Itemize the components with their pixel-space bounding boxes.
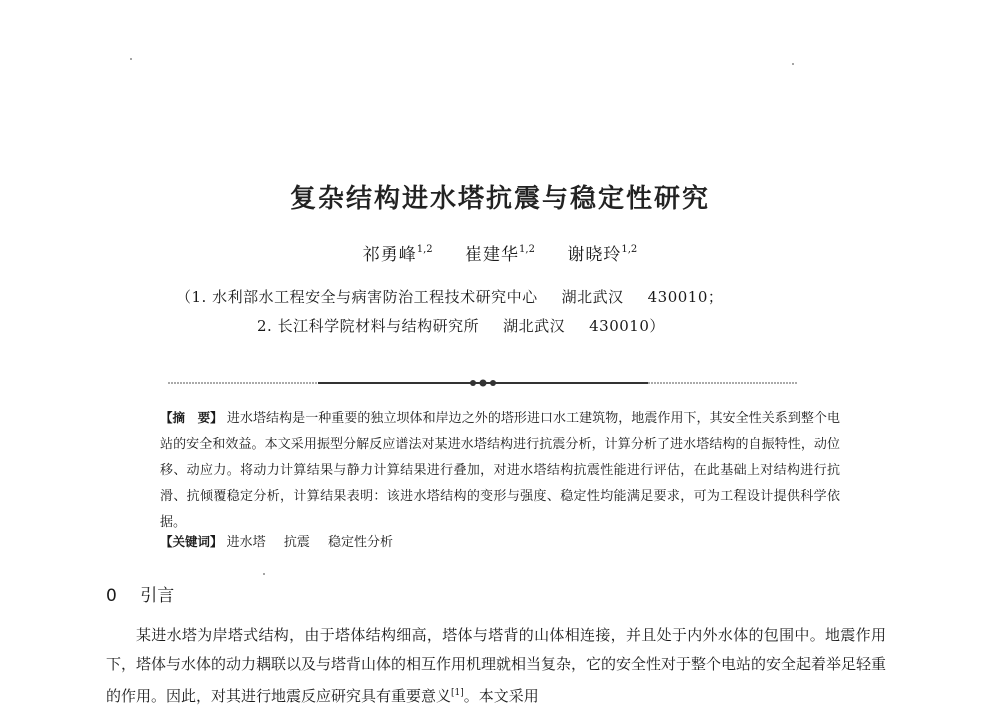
section-number: 0 (106, 586, 117, 606)
affiliation-1: （1. 水利部水工程安全与病害防治工程技术研究中心 湖北武汉 430010； (176, 288, 724, 306)
keyword: 进水塔 (226, 535, 266, 550)
author-3: 谢晓玲$^{1,2}$ (567, 244, 638, 265)
author-list (0, 240, 1000, 265)
author-1: 祁勇峰$^{1,2}$ (362, 244, 433, 265)
keywords (160, 529, 407, 556)
scan-speck (263, 573, 265, 575)
abstract-text: 进水塔结构是一种重要的独立坝体和岸边之外的塔形进口水工建筑物，地震作用下，其安全性关系到整个电站的安全和效益。本文采用振型分解反应谱法对某进水塔结构进行抗震分析，计算分析了进水塔结构的自振特性，动位移、动应力。将动力计算结果与静力计算结果进行叠加，对进水塔结构抗震性能进行评估，在此基础上对结构进行抗滑、抗倾覆稳定分析，计算结果表明：该进水塔结构的变形与强度、稳定性均能满足要求，可为工程设计提供科学依据。 (160, 411, 840, 530)
keyword: 稳定性分析 (327, 535, 393, 550)
keyword: 抗震 (283, 535, 310, 550)
body-text (106, 621, 886, 711)
body-paragraph: 某进水塔为岸塔式结构，由于塔体结构细高，塔体与塔背的山体相连接，并且处于内外水体的包围中。地震作用下，塔体与水体的动力耦联以及与塔背山体的相互作用机理就相当复杂，它的安全性对于整个电站的安全起着举足轻重的作用。因此，对其进行地震反应研究具有重要意义[1]。本文采用 (106, 626, 887, 705)
ornamental-divider (168, 378, 798, 388)
affiliation-2: 2. 长江科学院材料与结构研究所 湖北武汉 430010） (257, 317, 665, 335)
keywords-label: 【关键词】 (160, 534, 223, 549)
scan-speck (792, 63, 794, 65)
author-2: 崔建华$^{1,2}$ (465, 244, 535, 265)
scan-speck (130, 58, 132, 60)
abstract (160, 405, 840, 536)
paper-title: 复杂结构进水塔抗震与稳定性研究 (289, 184, 710, 214)
section-title: 引言 (140, 586, 175, 606)
abstract-label: 【摘 要】 (160, 410, 223, 425)
citation: [1] (451, 688, 464, 698)
section-heading (106, 581, 174, 606)
